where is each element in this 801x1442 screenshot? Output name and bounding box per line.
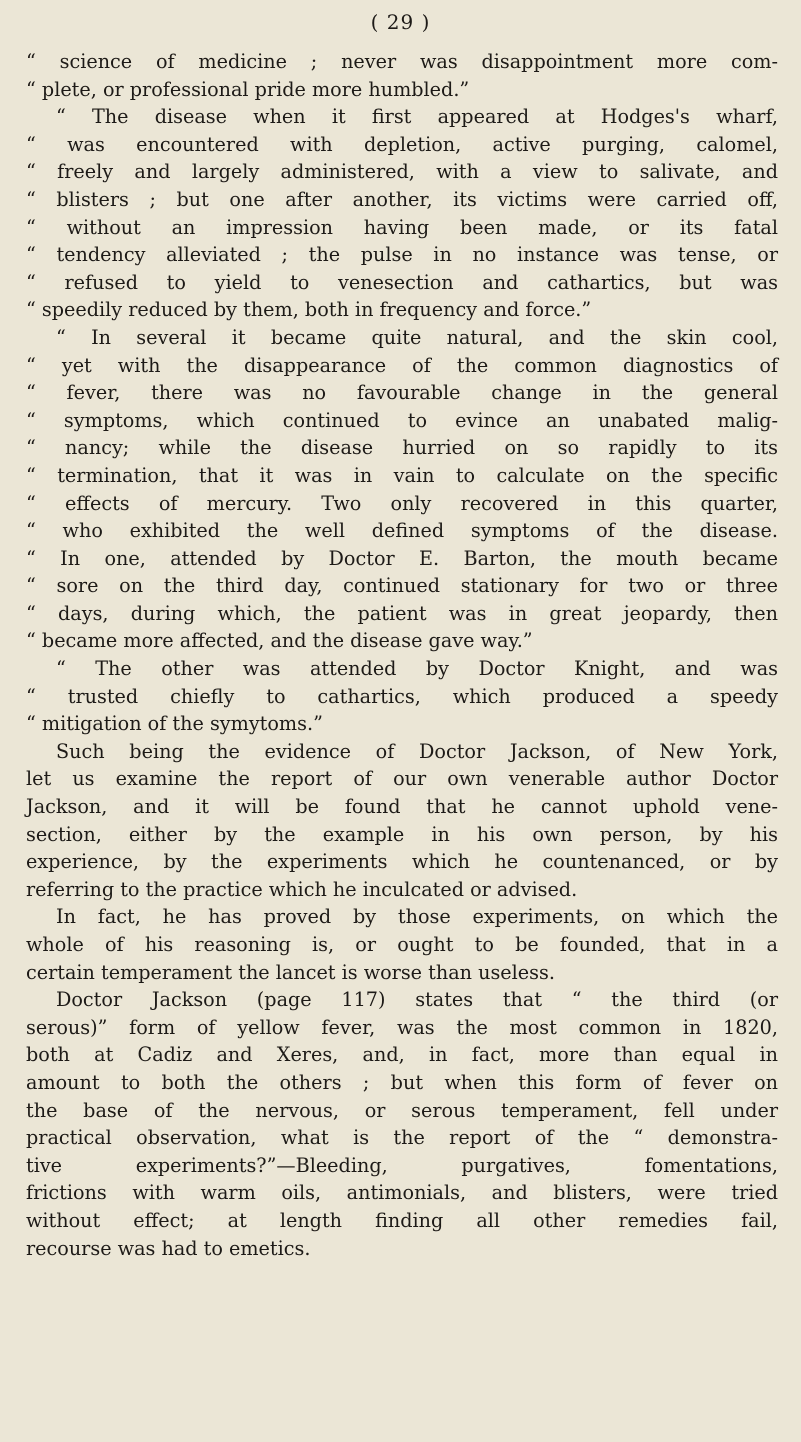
text-line: “ blisters ; but one after another, its victims were carried off, bbox=[26, 187, 778, 211]
page-number: ( 29 ) bbox=[370, 10, 431, 34]
text-line: “ In several it became quite natural, and the skin cool, bbox=[56, 325, 778, 349]
text-line: “ symptoms, which continued to evince an unabated malig- bbox=[26, 408, 778, 432]
text-line: “ yet with the disappearance of the common diagnostics of bbox=[26, 353, 778, 377]
text-line: “ fever, there was no favourable change in the general bbox=[26, 381, 778, 405]
text-line: “ In one, attended by Doctor E. Barton, the mouth became bbox=[26, 546, 778, 570]
text-line: without effect; at length finding all other remedies fail, bbox=[26, 1208, 778, 1232]
text-line: the base of the nervous, or serous temperament, fell under bbox=[26, 1098, 778, 1122]
text-line: Doctor Jackson (page 117) states that “ the third (or bbox=[56, 988, 778, 1012]
text-line: “ sore on the third day, continued stationary for two or three bbox=[26, 574, 778, 598]
text-line: “ effects of mercury. Two only recovered in this quarter, bbox=[26, 491, 778, 515]
text-line: whole of his reasoning is, or ought to be founded, that in a bbox=[26, 933, 778, 956]
text-line: “ was encountered with depletion, active purging, calomel, bbox=[26, 132, 778, 156]
text-line: let us examine the report of our own venerable author Doctor bbox=[26, 767, 778, 791]
text-line: In fact, he has proved by those experiments, on which the bbox=[56, 905, 778, 929]
text-line: “ days, during which, the patient was in great jeopardy, then bbox=[26, 601, 778, 625]
text-line: “ The disease when it first appeared at Hodges's wharf, bbox=[56, 105, 778, 129]
text-line: frictions with warm oils, antimonials, and blisters, were tried bbox=[26, 1181, 778, 1205]
text-line: “ plete, or professional pride more humbled.” bbox=[26, 77, 470, 101]
text-line: recourse was had to emetics. bbox=[26, 1236, 311, 1260]
text-line: “ trusted chiefly to cathartics, which produced a speedy bbox=[26, 684, 778, 708]
text-line: “ who exhibited the well defined symptoms of the disease. bbox=[26, 519, 778, 543]
text-line: tive experiments?”—Bleeding, purgatives, fomentations, bbox=[26, 1153, 778, 1177]
text-line: experience, by the experiments which he countenanced, or by bbox=[26, 850, 778, 874]
text-line: “ refused to yield to venesection and cathartics, but was bbox=[26, 270, 778, 294]
text-line: both at Cadiz and Xeres, and, in fact, more than equal in bbox=[26, 1043, 778, 1067]
text-line: “ tendency alleviated ; the pulse in no instance was tense, or bbox=[26, 243, 778, 267]
text-line: “ speedily reduced by them, both in frequency and force.” bbox=[26, 298, 592, 322]
text-line: Such being the evidence of Doctor Jackson, of New York, bbox=[56, 739, 778, 763]
text-line: “ freely and largely administered, with a view to salivate, and bbox=[26, 160, 778, 184]
text-line: “ science of medicine ; never was disappointment more com- bbox=[26, 50, 778, 73]
text-line: “ mitigation of the symytoms.” bbox=[26, 712, 323, 736]
text-line: section, either by the example in his own person, by his bbox=[26, 822, 778, 846]
body-text bbox=[26, 48, 778, 1262]
text-line: “ nancy; while the disease hurried on so rapidly to its bbox=[26, 436, 778, 460]
text-line: “ without an impression having been made, or its fatal bbox=[26, 215, 778, 239]
text-line: “ became more affected, and the disease gave way.” bbox=[26, 629, 533, 653]
text-line: serous)” form of yellow fever, was the most common in 1820, bbox=[26, 1015, 778, 1039]
text-line: “ termination, that it was in vain to calculate on the specific bbox=[26, 463, 778, 487]
text-line: practical observation, what is the report of the “ demonstra- bbox=[26, 1126, 778, 1150]
text-line: Jackson, and it will be found that he cannot uphold vene- bbox=[26, 795, 778, 819]
text-line: amount to both the others ; but when this form of fever on bbox=[26, 1070, 778, 1094]
text-line: referring to the practice which he inculcated or advised. bbox=[26, 877, 578, 901]
text-line: “ The other was attended by Doctor Knight, and was bbox=[56, 657, 778, 681]
text-line: certain temperament the lancet is worse than useless. bbox=[26, 960, 555, 984]
